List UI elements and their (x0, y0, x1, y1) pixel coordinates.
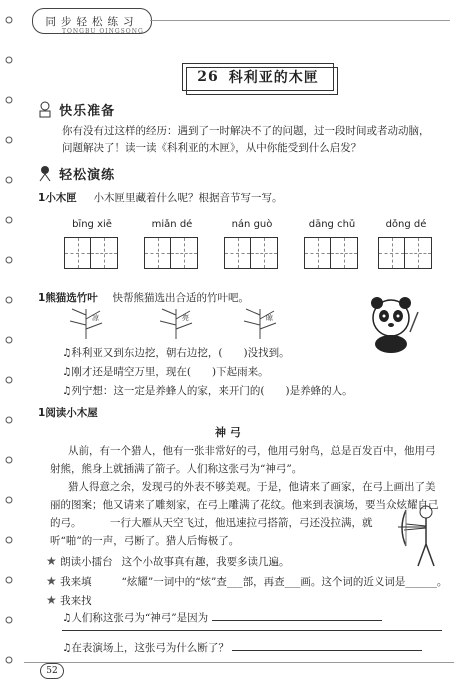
panda-icon (360, 292, 422, 354)
q3-heading: 1阅读小木屋 (38, 407, 98, 419)
bamboo-leaf-icon (240, 305, 280, 341)
lesson-title (182, 63, 334, 91)
pinyin-5: dǒng dé (385, 219, 427, 230)
question-2: ♫在表演场上，这张弓为什么断了？ (62, 640, 442, 656)
music-note-icon: ♫ (62, 385, 72, 397)
fun-prep-text: 你有没有过这样的经历：遇到了一时解决不了的问题，过一段时间或者动动脑，问题解决了！读一读《科利亚的木匣》，从中你能受到什么启发？ (62, 125, 430, 154)
q2-heading: 1熊猫选竹叶 快帮熊猫选出合适的竹叶吧。 (38, 292, 249, 304)
q2-prompt: 快帮熊猫选出合适的竹叶吧。 (112, 292, 249, 304)
story-paragraph-1: 从前，有一个猎人，他有一张非常好的弓，他用弓射鸟，总是百发百中，他用弓射熊，熊身上就插满了箭子。人们称这张弓为“神弓”。 (50, 445, 436, 475)
task-fill-in: ★ 我来填 “炫耀”一词中的“炫”查___部，再查___画。这个词的近义词是______。 (46, 574, 448, 588)
leaf-label-2: 亮 (182, 314, 189, 322)
music-note-icon: ♫ (62, 642, 72, 654)
pinyin-1: bīng xiē (72, 219, 112, 230)
star-icon: ★ (46, 593, 57, 607)
q1-prompt: 小木匣里藏着什么呢？根据音节写一写。 (93, 192, 283, 204)
writing-grid-5[interactable] (378, 237, 432, 269)
leaf-label-1: 凉 (92, 314, 99, 322)
fun-prep-tag: 快乐准备 (59, 104, 116, 119)
music-note-icon: ♫ (62, 366, 72, 378)
writing-grid-2[interactable] (144, 237, 198, 269)
spiral-binding (2, 0, 16, 686)
q1-heading: 1小木匣 小木匣里藏着什么呢？根据音节写一写。 (38, 192, 283, 204)
leaf-label-3: 晾 (266, 314, 273, 322)
header-badge: 同步轻松练习 (32, 8, 152, 34)
star-icon: ★ (46, 554, 57, 568)
bamboo-leaf-icon (156, 305, 196, 341)
writing-grid-4[interactable] (304, 237, 358, 269)
story-paragraph-2: 猎人得意之余，发现弓的外表不够美观。于是，他请来了画家，在弓上画出了美丽的图案；他又请来了雕刻家，在弓上雕满了花纹。他来到表演场，要当众炫耀自己的弓。 (50, 481, 439, 529)
pinyin-2: miǎn dé (151, 219, 193, 230)
task-find: ★ 我来找 (46, 593, 92, 607)
story-paragraph-3: 一行大雁从天空飞过，他迅速拉弓搭箭，弓还没拉满，就听“啪”的一声，弓断了。猎人后悔极了。 (50, 517, 373, 547)
answer-line-2[interactable] (62, 630, 442, 631)
question-1: ♫人们称这张弓为“神弓”是因为 (62, 610, 442, 626)
header-rule (150, 20, 450, 21)
fun-prep-heading (36, 100, 115, 122)
q3-title: 阅读小木屋 (45, 407, 98, 419)
practice-tag: 轻松演练 (59, 168, 116, 183)
q2-sentence-2: ♫刚才还是晴空万里，现在( )下起雨来。 (62, 366, 269, 378)
q1-title: 小木匣 (45, 192, 77, 204)
q2-sentence-3: ♫列宁想：这一定是养蜂人的家，来开门的( )是养蜂的人。 (62, 385, 353, 397)
music-note-icon: ♫ (62, 347, 72, 359)
writing-grid-1[interactable] (64, 237, 118, 269)
answer-line-3[interactable] (232, 650, 422, 651)
header-subtitle: TONGBU QINGSONG (62, 28, 144, 35)
practice-heading (36, 164, 115, 186)
story-title: 神 弓 (215, 426, 241, 439)
bamboo-leaf-icon (66, 305, 106, 341)
page-number: 52 (40, 663, 64, 679)
q2-sentence-1: ♫科利亚又到东边挖，朝右边挖，( )没找到。 (62, 347, 290, 359)
pinyin-4: dāng chǔ (308, 219, 356, 230)
archer-icon (396, 500, 448, 570)
writing-grid-3[interactable] (224, 237, 278, 269)
q2-title: 熊猫选竹叶 (45, 292, 98, 304)
girl-reading-icon (36, 100, 54, 118)
lesson-number: 26 (197, 69, 219, 85)
pinyin-3: nán guò (231, 219, 273, 230)
footer-rule (24, 662, 454, 663)
answer-line-1[interactable] (212, 620, 382, 621)
star-icon: ★ (46, 574, 57, 588)
task-read-aloud: ★ 朗读小擂台 这个小故事真有趣，我要多读几遍。 (46, 554, 290, 568)
music-note-icon: ♫ (62, 612, 72, 624)
kid-icon (36, 164, 54, 182)
lesson-name: 科利亚的木匣 (228, 70, 319, 86)
